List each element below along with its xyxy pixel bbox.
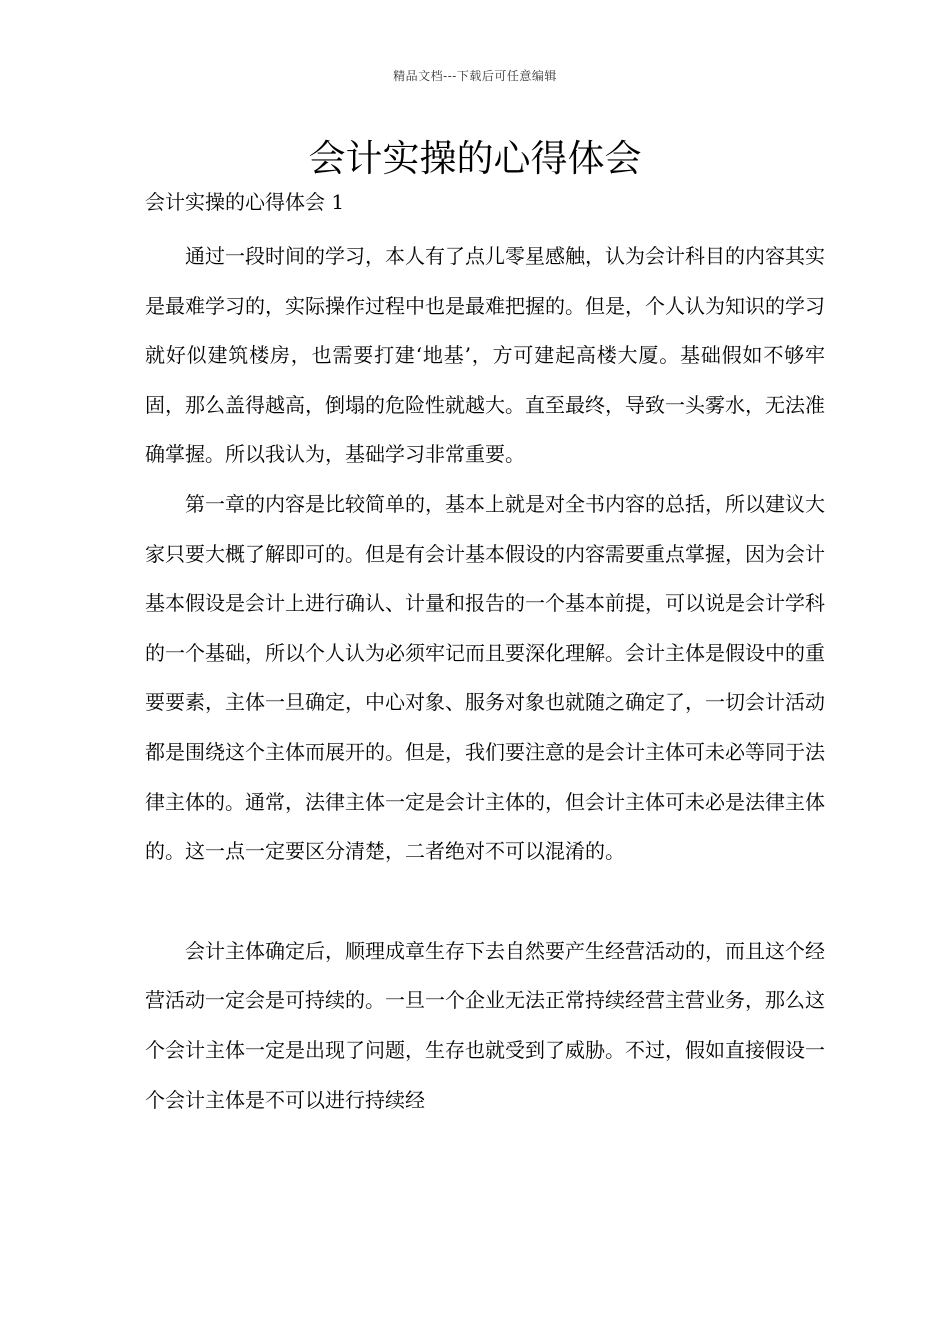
document-title: 会计实操的心得体会 [308, 137, 642, 180]
document-body [145, 232, 825, 1125]
paragraph: 会计主体确定后，顺理成章生存下去自然要产生经营活动的，而且这个经营活动一定会是可持续的。一旦一个企业无法正常持续经营主营业务，那么这个会计主体一定是出现了问题，生存也就受到了威胁。不过，假如直接假设一个会计主体是不可以进行持续经 [145, 938, 825, 1112]
paragraph: 第一章的内容是比较简单的，基本上就是对全书内容的总括，所以建议大家只要大概了解即可的。但是有会计基本假设的内容需要重点掌握，因为会计基本假设是会计上进行确认、计量和报告的一个基本前提，可以说是会计学科的一个基础，所以个人认为必须牢记而且要深化理解。会计主体是假设中的重要要素，主体一旦确定，中心对象、服务对象也就随之确定了，一切会计活动都是围绕这个主体而展开的。但是，我们要注意的是会计主体可未必等同于法律主体的。通常，法律主体一定是会计主体的，但会计主体可未必是法律主体的。这一点一定要区分清楚，二者绝对不可以混淆的。 [145, 491, 825, 864]
section-heading: 会计实操的心得体会 1 [145, 190, 345, 214]
header-note: 精品文档---下载后可任意编辑 [393, 69, 557, 83]
paragraph: 通过一段时间的学习，本人有了点儿零星感触，认为会计科目的内容其实是最难学习的，实际操作过程中也是最难把握的。但是，个人认为知识的学习就好似建筑楼房，也需要打建‘地基’，方可建起高楼大厦。基础假如不够牢固，那么盖得越高，倒塌的危险性就越大。直至最终，导致一头雾水，无法准确掌握。所以我认为，基础学习非常重要。 [145, 244, 825, 467]
